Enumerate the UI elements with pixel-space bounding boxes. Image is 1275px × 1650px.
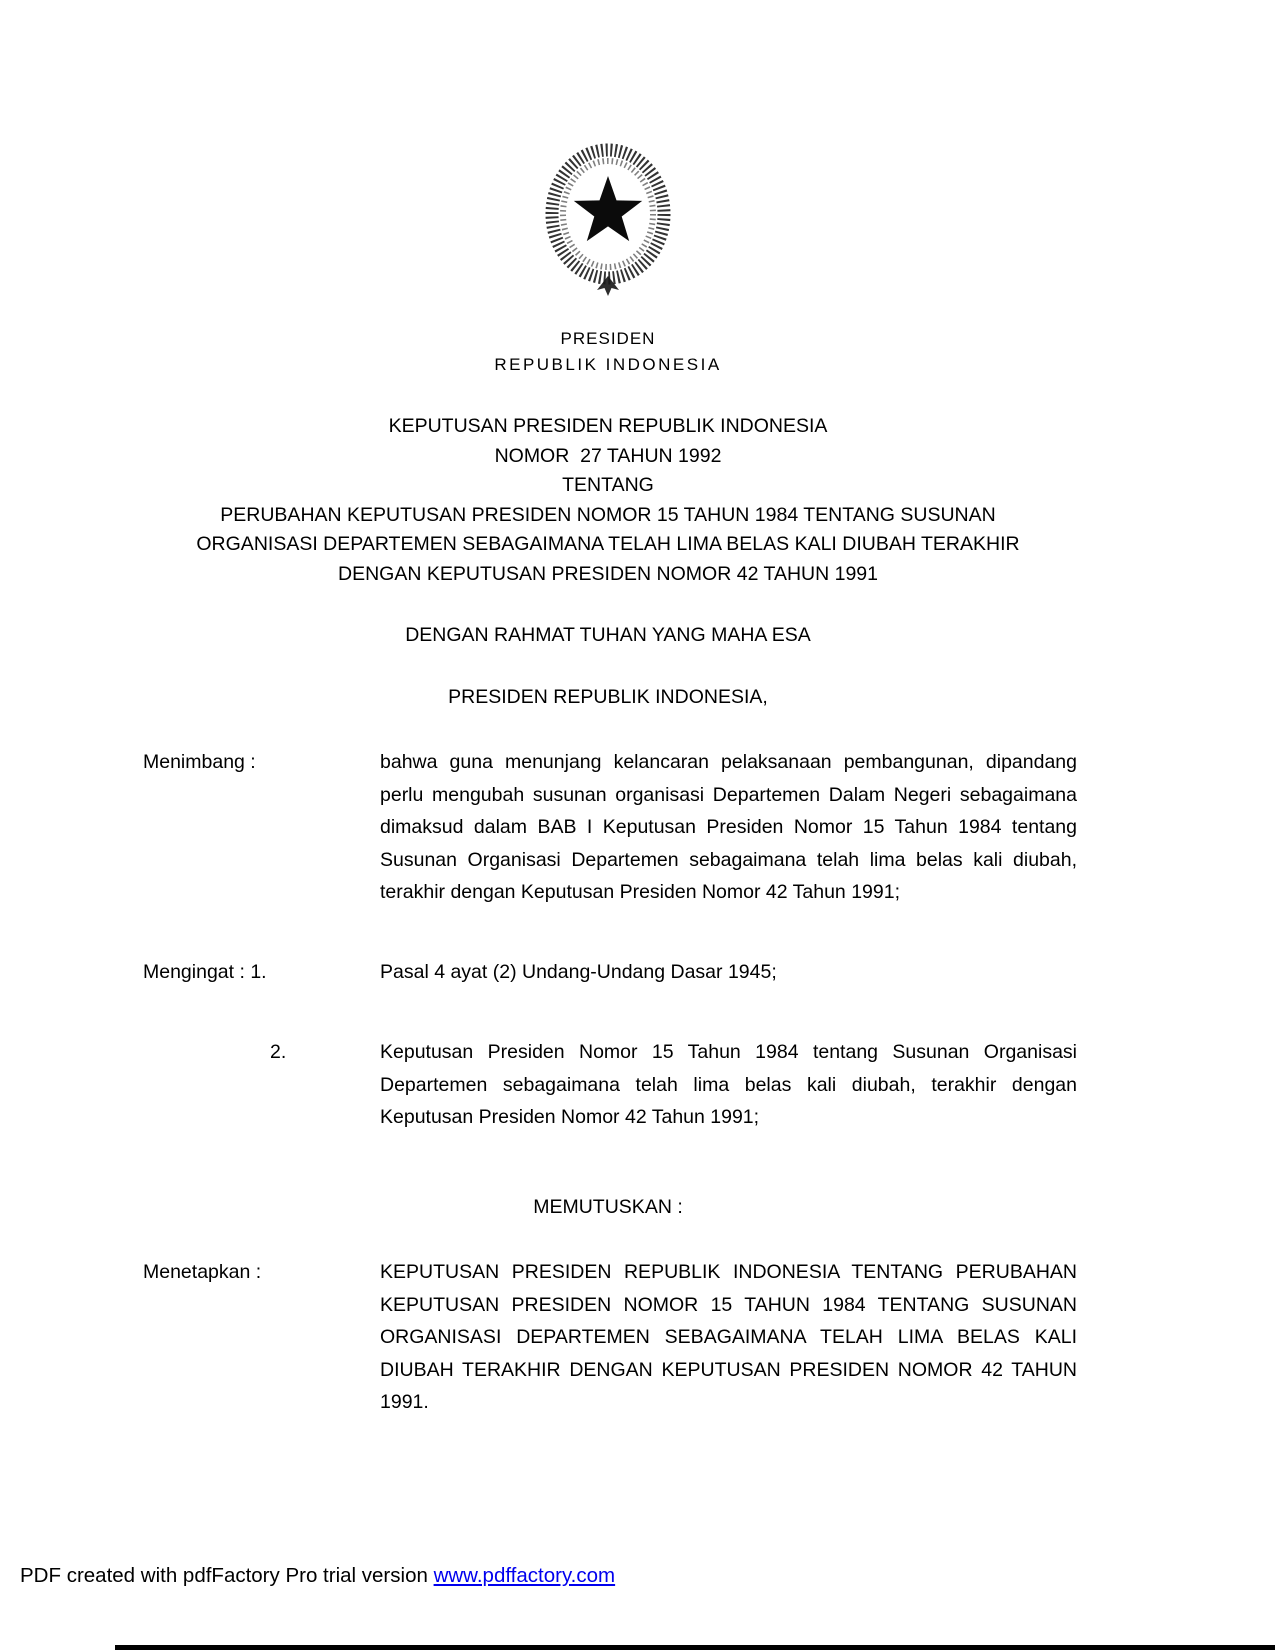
title-line-5: ORGANISASI DEPARTEMEN SEBAGAIMANA TELAH LIMA BELAS KALI DIUBAH TERAKHIR: [196, 533, 1020, 555]
letterhead-republik-indonesia: REPUBLIK INDONESIA: [494, 355, 722, 374]
menetapkan-label: Menetapkan :: [143, 1261, 262, 1283]
memutuskan-heading: MEMUTUSKAN :: [533, 1196, 683, 1218]
menimbang-label: Menimbang :: [143, 751, 256, 773]
letterhead-presiden: PRESIDEN: [560, 329, 656, 348]
title-line-2: NOMOR 27 TAHUN 1992: [494, 444, 722, 467]
mengingat-section: [143, 956, 1077, 989]
scan-artifact-bar: [115, 1645, 1275, 1650]
pdf-watermark: [20, 1562, 615, 1590]
menetapkan-body: KEPUTUSAN PRESIDEN REPUBLIK INDONESIA TENTANG PERUBAHAN KEPUTUSAN PRESIDEN NOMOR 15 TAHUN 1984 TENTANG SUSUNAN ORGANISASI DEPARTEMEN SEBAGAIMANA TELAH LIMA BELAS KALI DIUBAH TERAKHIR DENGAN KEPUTUSAN PRESIDEN NOMOR 42 TAHUN 1991.: [380, 1261, 1077, 1413]
title-line-3: TENTANG: [562, 474, 654, 496]
mengingat-item-2: Keputusan Presiden Nomor 15 Tahun 1984 tentang Susunan Organisasi Departemen sebagaimana telah lima belas kali diubah, terakhir dengan Keputusan Presiden Nomor 42 Tahun 1991;: [380, 1041, 1077, 1128]
pdffactory-link[interactable]: www.pdffactory.com: [433, 1564, 616, 1587]
menimbang-body: bahwa guna menunjang kelancaran pelaksanaan pembangunan, dipandang perlu mengubah susunan organisasi Departemen Dalam Negeri sebagaimana dimaksud dalam BAB I Keputusan Presiden Nomor 15 Tahun 1984 tentang Susunan Organisasi Departemen sebagaimana telah lima belas kali diubah, terakhir dengan Keputusan Presiden Nomor 42 Tahun 1991;: [380, 751, 1077, 903]
mengingat-item-2-row: [143, 1036, 1077, 1134]
menimbang-section: [143, 746, 1077, 909]
mengingat-label: Mengingat : 1.: [143, 961, 267, 983]
authority-line: PRESIDEN REPUBLIK INDONESIA,: [448, 686, 768, 708]
presidential-seal-icon: [544, 140, 672, 300]
letterhead: [143, 326, 1073, 378]
mengingat-item-2-number: 2.: [270, 1041, 287, 1063]
title-line-6: DENGAN KEPUTUSAN PRESIDEN NOMOR 42 TAHUN 1991: [338, 562, 878, 585]
title-line-1: KEPUTUSAN PRESIDEN REPUBLIK INDONESIA: [388, 415, 828, 437]
seal-container: [143, 140, 1073, 305]
invocation-line: DENGAN RAHMAT TUHAN YANG MAHA ESA: [405, 624, 811, 646]
document-title: [143, 412, 1073, 589]
title-line-4: PERUBAHAN KEPUTUSAN PRESIDEN NOMOR 15 TAHUN 1984 TENTANG SUSUNAN: [220, 503, 996, 526]
star-icon: [574, 176, 642, 241]
pdf-watermark-text: PDF created with pdfFactory Pro trial version: [20, 1564, 434, 1587]
menetapkan-section: [143, 1256, 1077, 1419]
mengingat-item-1: Pasal 4 ayat (2) Undang-Undang Dasar 1945;: [380, 961, 777, 983]
